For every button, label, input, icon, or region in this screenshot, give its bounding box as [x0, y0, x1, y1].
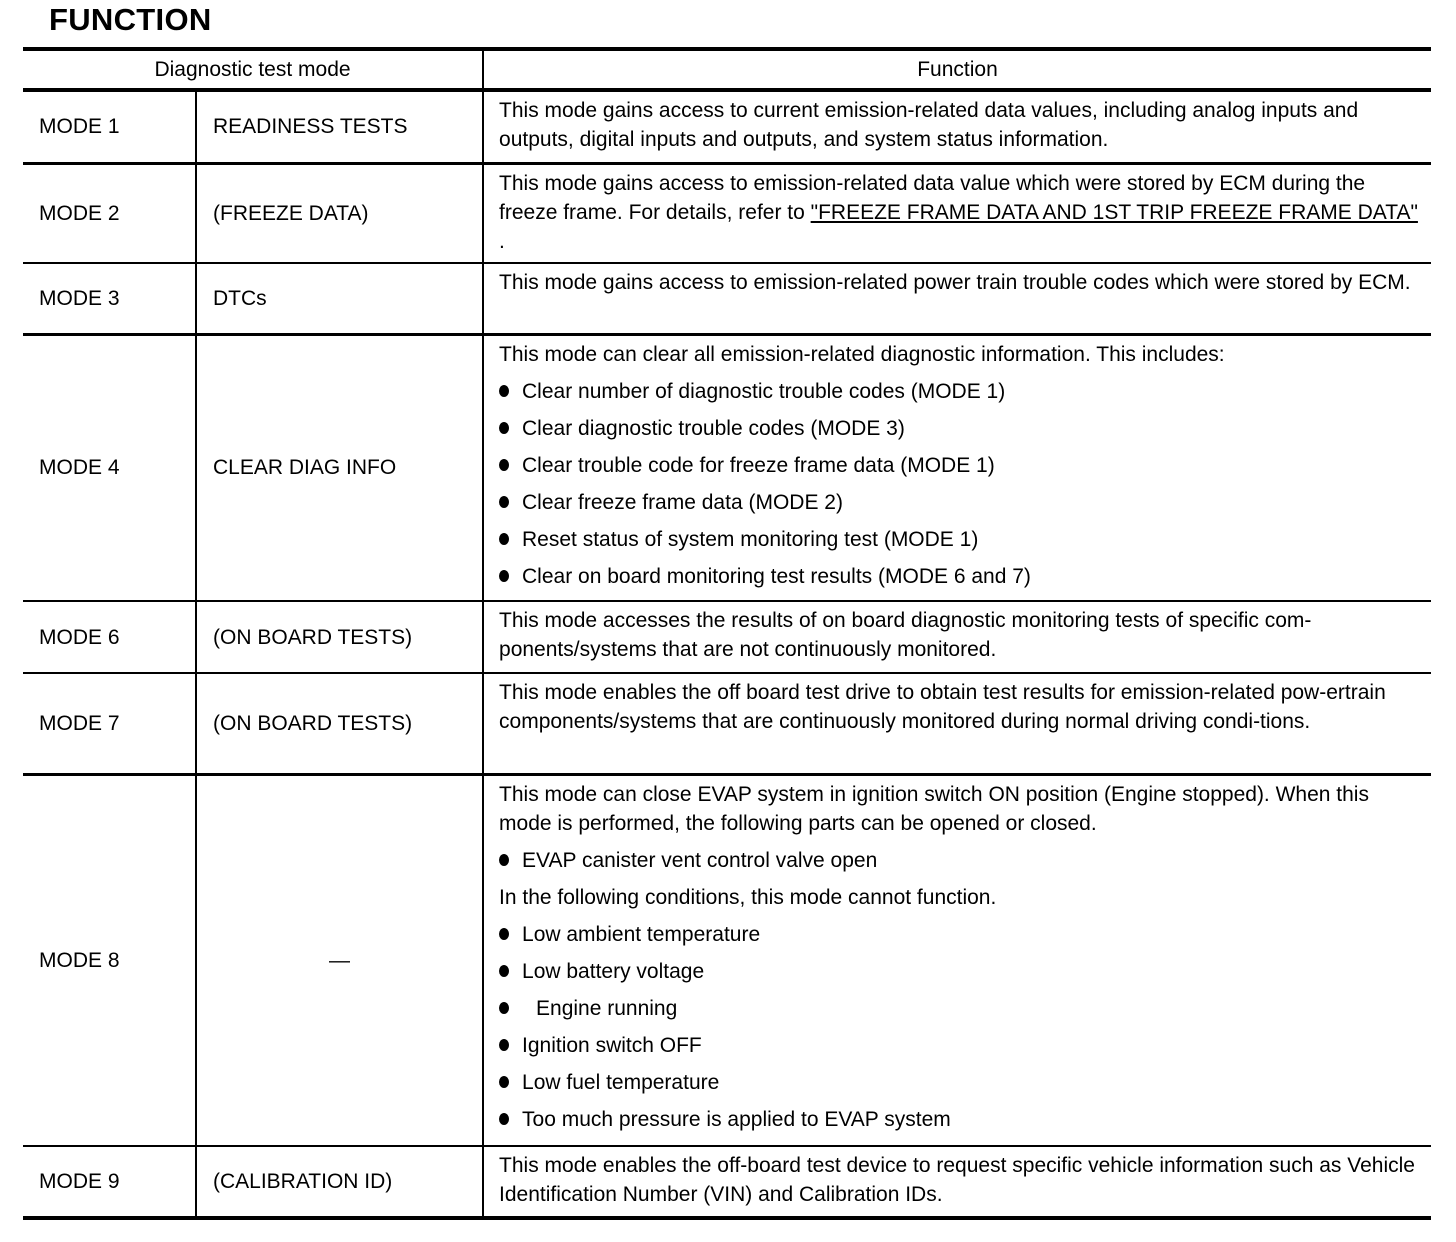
mode-cell: MODE 4 [23, 334, 196, 601]
mode-name-cell: (ON BOARD TESTS) [196, 673, 483, 774]
bullet-icon [499, 496, 509, 508]
bullet-item: Ignition switch OFF [499, 1031, 1423, 1060]
bullet-icon [499, 928, 509, 940]
function-text-secondary: In the following conditions, this mode cannot function. [499, 885, 997, 909]
mode-cell: MODE 3 [23, 263, 196, 334]
bullet-item: Clear freeze frame data (MODE 2) [499, 488, 1423, 517]
function-cell [483, 1146, 1431, 1218]
bullet-item: Low ambient temperature [499, 920, 1423, 949]
mode-cell: MODE 1 [23, 90, 196, 163]
function-text: This mode can clear all emission-related diagnostic information. This includes: [499, 342, 1225, 366]
table-row [23, 263, 1431, 334]
mode-cell: MODE 2 [23, 163, 196, 263]
mode-name-cell: (CALIBRATION ID) [196, 1146, 483, 1218]
bullet-item: Reset status of system monitoring test (MODE 1) [499, 525, 1423, 554]
mode-name-cell: READINESS TESTS [196, 90, 483, 163]
bullet-item: Low battery voltage [499, 957, 1423, 986]
bullet-icon [499, 1002, 509, 1014]
bullet-icon [499, 1113, 509, 1125]
bullet-icon [499, 1039, 509, 1051]
bullet-icon [499, 854, 509, 866]
function-cell [483, 90, 1431, 163]
mode-cell: MODE 6 [23, 601, 196, 673]
function-cell [483, 334, 1431, 601]
bullet-item: Clear number of diagnostic trouble codes (MODE 1) [499, 377, 1423, 406]
header-function: Function [917, 58, 998, 81]
header-diagnostic-test-mode: Diagnostic test mode [23, 49, 483, 90]
function-text: This mode can close EVAP system in ignition switch ON position (Engine stopped). When this mode is performed, the following parts can be opened or closed. [499, 782, 1369, 835]
mode-name-cell: — [196, 774, 483, 1146]
bullet-item: Too much pressure is applied to EVAP system [499, 1105, 1423, 1134]
bullet-item: Engine running [499, 994, 1423, 1023]
bullet-item: Clear on board monitoring test results (MODE 6 and 7) [499, 562, 1423, 591]
freeze-frame-data-link[interactable]: "FREEZE FRAME DATA AND 1ST TRIP FREEZE FRAME DATA" [810, 200, 1418, 224]
bullet-item: EVAP canister vent control valve open [499, 846, 1423, 875]
mode-cell: MODE 8 [23, 774, 196, 1146]
table-row [23, 673, 1431, 774]
bullet-item: Low fuel temperature [499, 1068, 1423, 1097]
bullet-icon [499, 533, 509, 545]
function-text: This mode gains access to current emission-related data values, including analog inputs and outputs, digital inputs and outputs, and system status information. [499, 99, 1359, 151]
function-text: This mode enables the off board test drive to obtain test results for emission-related pow-ertrain components/systems that are continuously monitored during normal driving condi-tions. [499, 681, 1386, 733]
table-row [23, 334, 1431, 601]
bullet-icon [499, 965, 509, 977]
function-text: This mode enables the off-board test device to request specific vehicle information such as Vehicle Identification Number (VIN) and Calibration IDs. [499, 1154, 1415, 1206]
function-cell [483, 163, 1431, 263]
function-text: This mode accesses the results of on board diagnostic monitoring tests of specific com-ponents/systems that are not continuously monitored. [499, 609, 1312, 661]
table-header-row [23, 49, 1431, 90]
bullet-item: Clear trouble code for freeze frame data (MODE 1) [499, 451, 1423, 480]
table-row [23, 163, 1431, 263]
table-row [23, 601, 1431, 673]
function-cell [483, 673, 1431, 774]
function-cell [483, 774, 1431, 1146]
mode-name-cell: DTCs [196, 263, 483, 334]
function-text: This mode gains access to emission-related power train trouble codes which were stored by ECM. [499, 271, 1411, 294]
mode-name-cell: (ON BOARD TESTS) [196, 601, 483, 673]
bullet-icon [499, 385, 509, 397]
mode-cell: MODE 9 [23, 1146, 196, 1218]
section-title: FUNCTION [49, 2, 212, 37]
table-row [23, 774, 1431, 1146]
bullet-icon [499, 459, 509, 471]
bullet-item: Clear diagnostic trouble codes (MODE 3) [499, 414, 1423, 443]
function-text: This mode gains access to emission-related data value which were stored by ECM during the freeze frame. For details, refer to "FREEZE FRAME DATA AND 1ST TRIP FREEZE FRAME DATA" . [499, 171, 1418, 253]
mode-cell: MODE 7 [23, 673, 196, 774]
bullet-icon [499, 422, 509, 434]
function-cell [483, 263, 1431, 334]
function-table [23, 47, 1431, 1220]
mode-name-cell: CLEAR DIAG INFO [196, 334, 483, 601]
table-row [23, 1146, 1431, 1218]
mode-name-cell: (FREEZE DATA) [196, 163, 483, 263]
function-cell [483, 601, 1431, 673]
bullet-icon [499, 1076, 509, 1088]
table-row [23, 90, 1431, 163]
bullet-icon [499, 570, 509, 582]
